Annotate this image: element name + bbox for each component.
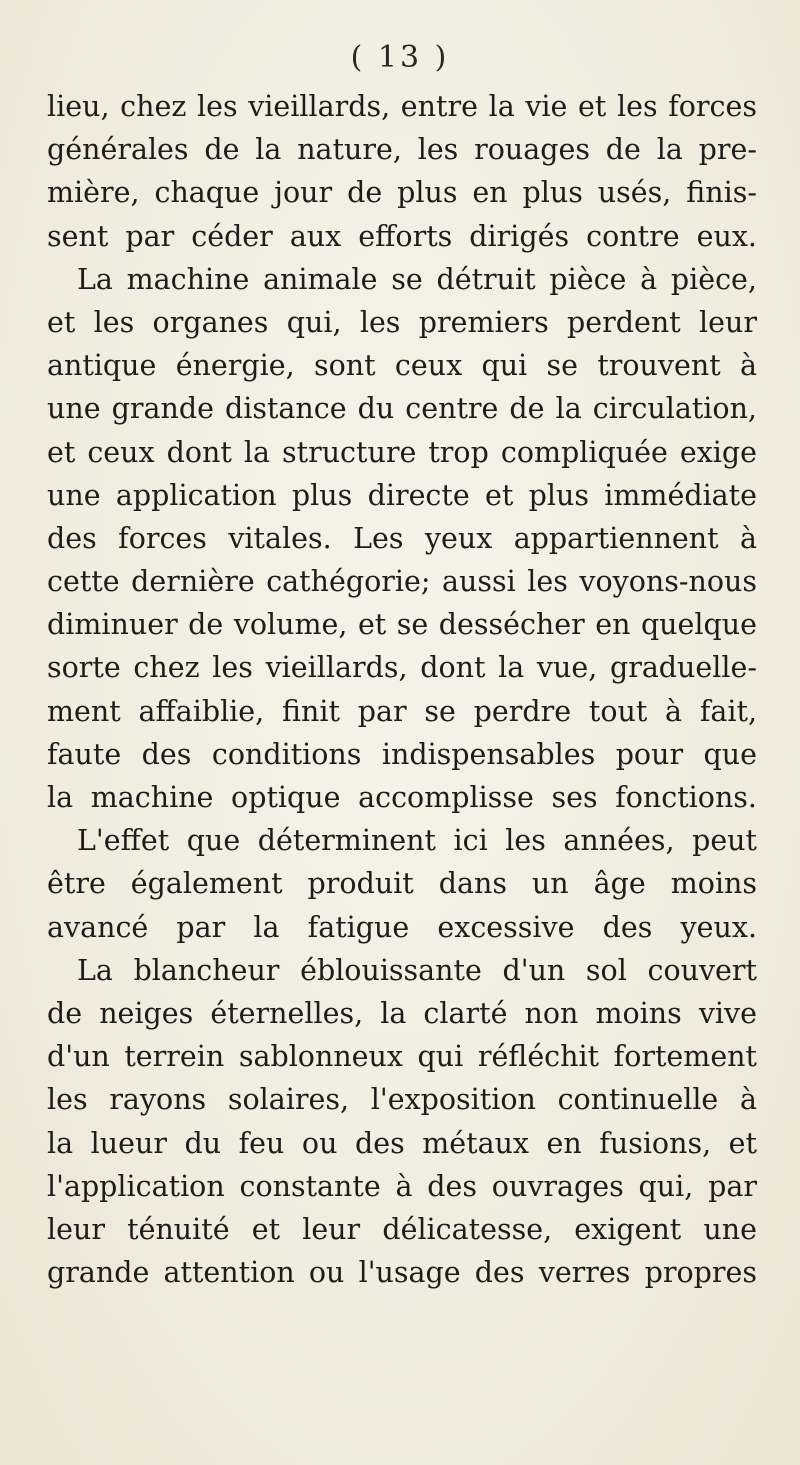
text-line: et les organes qui, les premiers perdent leur — [47, 305, 757, 339]
text-line: des forces vitales. Les yeux appartiennent à — [47, 521, 757, 555]
text-line: une application plus directe et plus immédiate — [47, 478, 757, 512]
body-text — [47, 85, 757, 1294]
page-number: ( 13 ) — [350, 40, 450, 75]
text-line: diminuer de volume, et se dessécher en quelque — [47, 608, 757, 642]
text-line: les rayons solaires, l'exposition continuelle à — [47, 1083, 757, 1117]
text-line: la machine optique accomplisse ses fonctions. — [47, 781, 757, 814]
text-line: de neiges éternelles, la clarté non moins vive — [47, 996, 757, 1030]
text-line: une grande distance du centre de la circulation, — [47, 392, 757, 426]
text-line: être également produit dans un âge moins — [47, 867, 757, 901]
text-line: grande attention ou l'usage des verres propres — [47, 1256, 757, 1290]
text-line: leur ténuité et leur délicatesse, exigent une — [47, 1212, 757, 1246]
text-line: sorte chez les vieillards, dont la vue, graduelle- — [47, 651, 757, 685]
text-line: et ceux dont la structure trop compliquée exige — [47, 435, 757, 469]
text-line: l'application constante à des ouvrages qui, par — [47, 1169, 757, 1203]
text-line: générales de la nature, les rouages de la pre- — [47, 133, 757, 167]
text-line: cette dernière cathégorie; aussi les voyons-nous — [47, 565, 757, 599]
text-line: ment affaiblie, finit par se perdre tout à fait, — [47, 694, 757, 728]
text-line: avancé par la fatigue excessive des yeux. — [47, 910, 757, 944]
text-line: la lueur du feu ou des métaux en fusions, et — [47, 1126, 757, 1160]
text-line: faute des conditions indispensables pour que — [47, 737, 757, 771]
text-line: sent par céder aux efforts dirigés contre eux. — [47, 219, 757, 253]
text-line: L'effet que déterminent ici les années, peut — [77, 824, 757, 858]
text-line: antique énergie, sont ceux qui se trouvent à — [47, 349, 757, 383]
text-line: La blancheur éblouissante d'un sol couvert — [77, 953, 757, 987]
text-line: mière, chaque jour de plus en plus usés, finis- — [47, 176, 757, 210]
text-line: lieu, chez les vieillards, entre la vie et les forces — [47, 90, 757, 123]
text-line: d'un terrein sablonneux qui réfléchit fortement — [47, 1040, 757, 1074]
text-line: La machine animale se détruit pièce à pièce, — [77, 262, 757, 296]
